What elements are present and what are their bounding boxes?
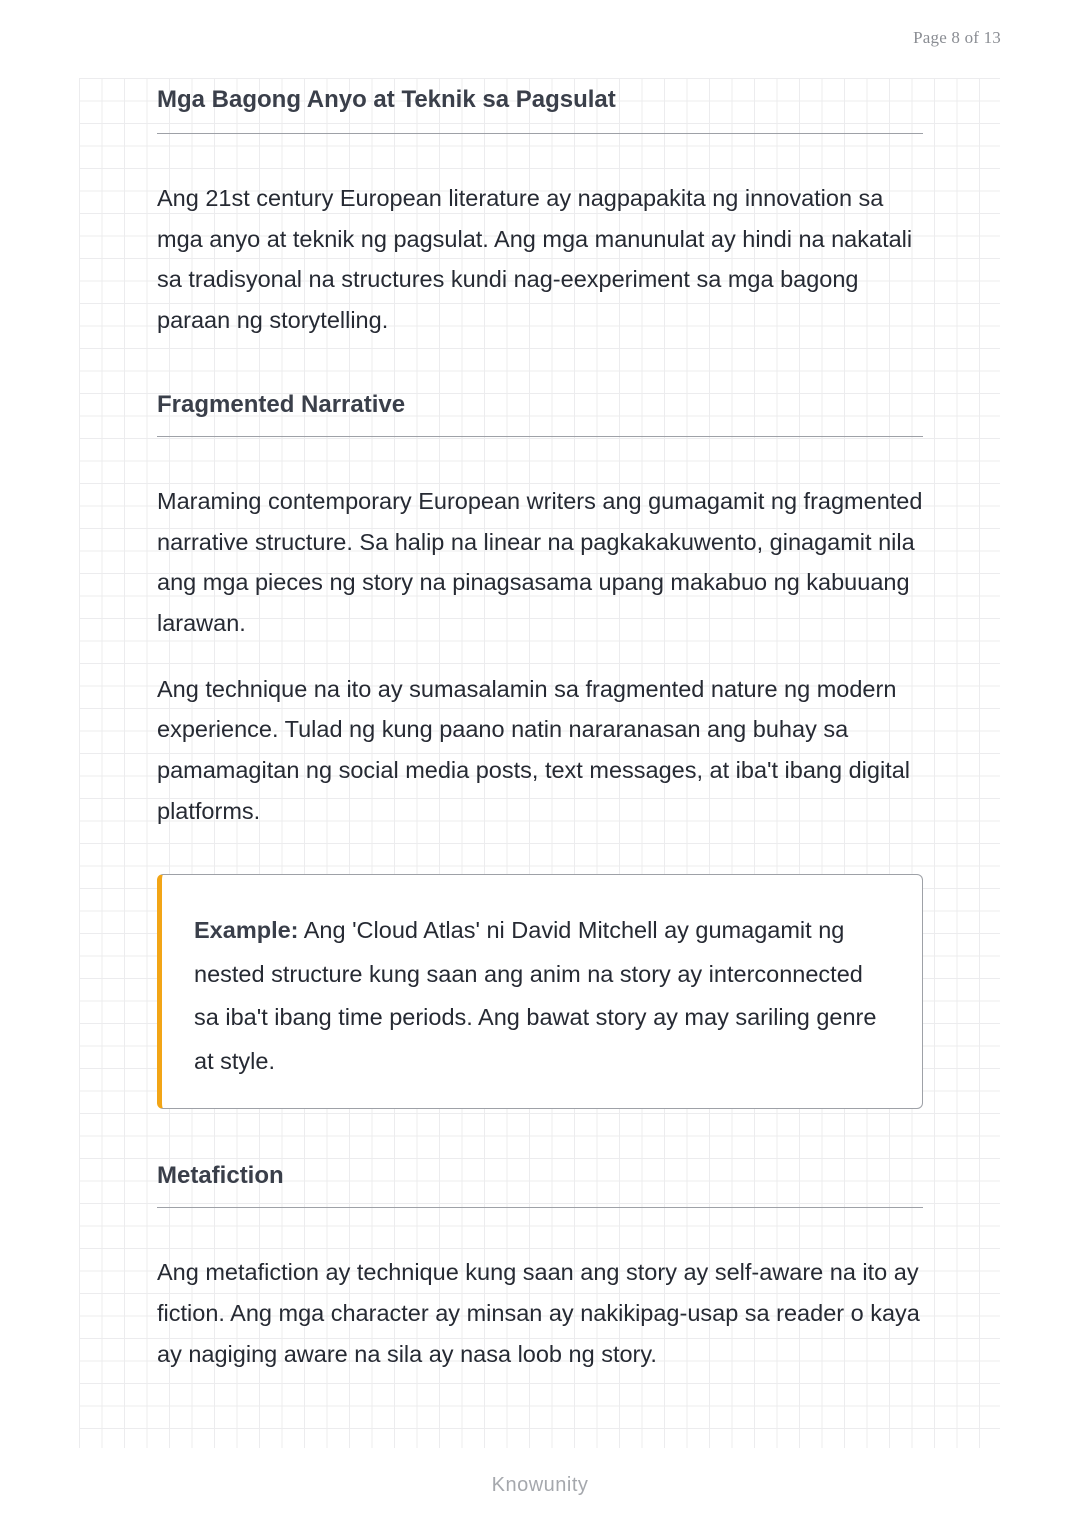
footer-brand: Knowunity — [491, 1474, 589, 1496]
example-body: Ang 'Cloud Atlas' ni David Mitchell ay gumagamit ng nested structure kung saan ang anim na story ay interconnected sa iba't ibang time periods. Ang bawat story ay may sariling genre at style. — [194, 917, 877, 1074]
paragraph-metafiction: Ang metafiction ay technique kung saan ang story ay self-aware na ito ay fiction. Ang mga character ay minsan ay nakikipag-usap sa reader o kaya ay nagiging aware na sila ay nasa loob ng story. — [157, 1259, 920, 1367]
example-callout — [157, 874, 923, 1109]
document-content — [157, 78, 923, 1375]
page-number: Page 8 of 13 — [913, 28, 1001, 47]
paragraph-fragmented-1: Maraming contemporary European writers ang gumagamit ng fragmented narrative structure. Sa halip na linear na pagkakakuwento, ginagamit nila ang mga pieces ng story na pinagsasama upang makabuo ng kabuuang larawan. — [157, 487, 923, 636]
section-heading-fragmented-narrative: Fragmented Narrative — [157, 383, 923, 437]
section-heading-bagong-anyo: Mga Bagong Anyo at Teknik sa Pagsulat — [157, 78, 923, 134]
paragraph-intro: Ang 21st century European literature ay nagpapakita ng innovation sa mga anyo at teknik ng pagsulat. Ang mga manunulat ay hindi na nakatali sa tradisyonal na structures kundi nag-eexperiment sa mga bagong paraan ng storytelling. — [157, 185, 913, 334]
paragraph-fragmented-2: Ang technique na ito ay sumasalamin sa fragmented nature ng modern experience. Tulad ng kung paano natin nararanasan ang buhay sa pamamagitan ng social media posts, text messages, at iba't ibang digital platforms. — [157, 675, 910, 824]
example-label: Example: — [194, 917, 299, 944]
section-heading-metafiction: Metafiction — [157, 1154, 923, 1208]
example-callout-text — [194, 909, 882, 1083]
